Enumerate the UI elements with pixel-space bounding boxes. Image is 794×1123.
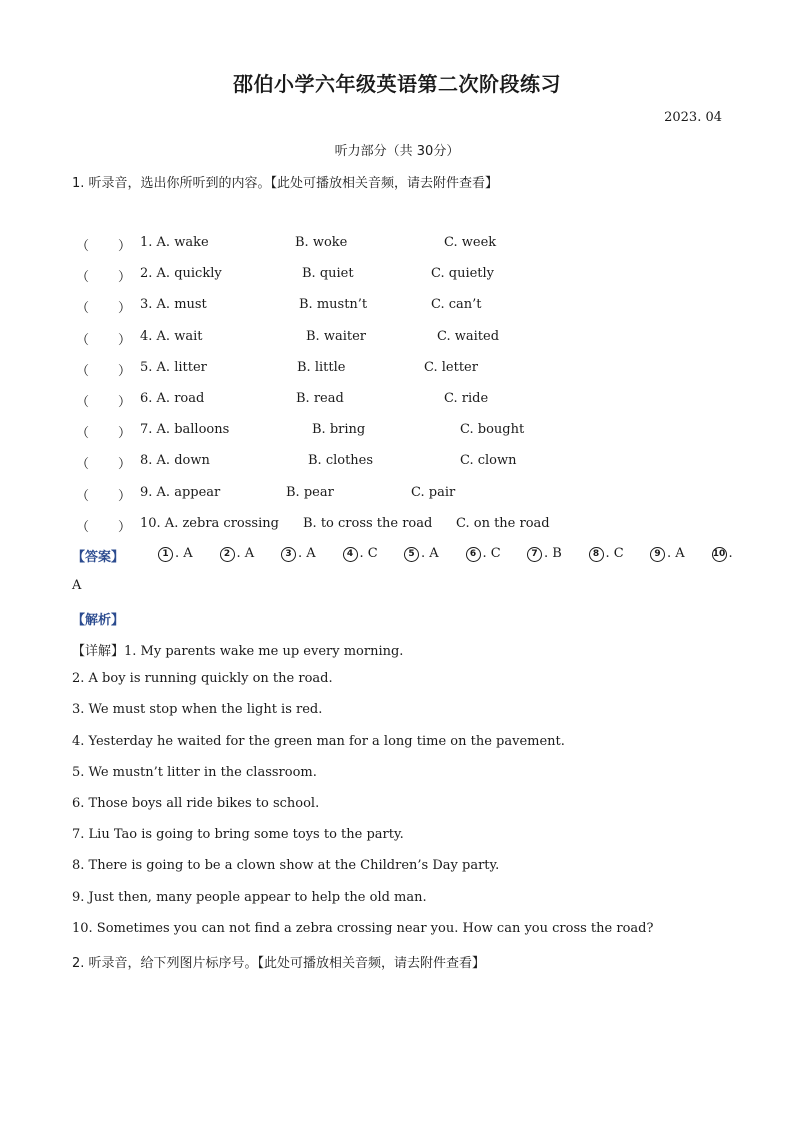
option-a: 3. A. must [140, 297, 207, 313]
circled-number: 10 [712, 547, 727, 562]
paren-close: ） [118, 519, 132, 535]
paren-close: ） [118, 457, 132, 473]
answer-value: . A [667, 546, 685, 561]
detail-tag: 【详解】 [72, 644, 125, 659]
paren-close: ） [118, 395, 132, 410]
option-c: C. ride [444, 391, 489, 406]
option-c: C. pair [411, 484, 456, 500]
option-a: 4. A. wait [140, 328, 203, 344]
analysis-sentence: 9. Just then, many people appear to help the old man. [72, 889, 427, 905]
option-b: B. waiter [306, 328, 366, 344]
option-b: B. to cross the road [303, 515, 433, 531]
answer-value: . [728, 546, 733, 561]
analysis-line [72, 796, 319, 811]
option-c: C. bought [460, 422, 525, 438]
analysis-line [72, 921, 653, 936]
option-c: C. waited [437, 328, 500, 344]
option-a: 2. A. quickly [140, 266, 222, 282]
paren-close: ） [118, 332, 132, 348]
question-1-item [72, 422, 732, 442]
analysis-line [72, 858, 499, 873]
option-b: B. woke [295, 235, 348, 250]
answer-label: 【答案】 [72, 550, 125, 565]
option-a: 1. A. wake [140, 235, 209, 250]
analysis-sentence: 8. There is going to be a clown show at the Children’s Day party. [72, 858, 500, 874]
analysis-line [72, 765, 317, 780]
analysis-label: 【解析】 [72, 613, 125, 628]
question-1-item [72, 266, 732, 286]
section-title: 听力部分（共 30分） [334, 144, 460, 159]
question-2-prompt: 2. 听录音，给下列图片标序号。【此处可播放相关音频，请去附件查看】 [72, 956, 486, 971]
circled-number: 4 [343, 547, 358, 562]
analysis-sentence: 7. Liu Tao is going to bring some toys to the party. [72, 827, 404, 843]
option-a: 7. A. balloons [140, 422, 230, 438]
answer-item [281, 546, 316, 562]
circled-number: 1 [158, 547, 173, 562]
option-c: C. letter [424, 359, 478, 375]
circled-number: 5 [404, 547, 419, 562]
option-b: B. bring [312, 422, 366, 438]
answer-item [343, 546, 378, 562]
answer-value: . A [236, 546, 255, 561]
paren-open: （ [76, 363, 90, 379]
option-c: C. clown [460, 453, 517, 469]
paren-open: （ [76, 457, 90, 473]
paren-close: ） [118, 270, 132, 286]
option-b: B. clothes [308, 453, 374, 469]
option-b: B. mustn’t [299, 297, 368, 313]
page-title: 邵伯小学六年级英语第二次阶段练习 [233, 72, 561, 96]
option-a: 9. A. appear [140, 484, 221, 500]
option-c: C. on the road [456, 515, 550, 531]
option-c: C. quietly [431, 266, 495, 282]
circled-number: 7 [527, 547, 542, 562]
analysis-line [72, 734, 565, 749]
analysis-sentence: 2. A boy is running quickly on the road. [72, 671, 333, 687]
paren-open: （ [76, 239, 90, 254]
analysis-line [72, 890, 427, 905]
question-1-prompt: 1. 听录音，选出你所听到的内容。【此处可播放相关音频，请去附件查看】 [72, 176, 499, 191]
analysis-sentence: 1. My parents wake me up every morning. [124, 644, 404, 659]
option-a: 8. A. down [140, 453, 210, 469]
option-c: C. can’t [431, 297, 482, 313]
question-1-item [72, 360, 732, 380]
answer-item [220, 546, 255, 562]
analysis-line [72, 640, 403, 659]
paren-close: ） [118, 488, 132, 504]
circled-number: 3 [281, 547, 296, 562]
answer-value: . B [544, 546, 562, 561]
option-b: B. quiet [302, 266, 354, 282]
option-a: 6. A. road [140, 391, 205, 406]
paren-close: ） [118, 301, 132, 317]
analysis-line [72, 702, 322, 717]
analysis-line [72, 827, 404, 842]
paren-open: （ [76, 426, 90, 442]
question-1-item [72, 329, 732, 349]
circled-number: 8 [589, 547, 604, 562]
answer-item [466, 546, 501, 562]
circled-number: 9 [650, 547, 665, 562]
question-1-item [72, 516, 732, 536]
analysis-line [72, 671, 333, 686]
answer-value: . A [421, 546, 439, 561]
answer-item [589, 546, 624, 562]
paren-close: ） [118, 426, 132, 442]
analysis-sentence: 4. Yesterday he waited for the green man for a long time on the pavement. [72, 733, 565, 749]
answer-value: . C [605, 546, 624, 561]
paren-open: （ [76, 488, 90, 504]
option-b: B. little [297, 359, 346, 375]
analysis-sentence: 3. We must stop when the light is red. [72, 702, 323, 718]
paren-open: （ [76, 395, 90, 410]
option-b: B. read [296, 391, 344, 406]
analysis-sentence: 5. We mustn’t litter in the classroom. [72, 764, 317, 780]
answer-row [72, 546, 732, 566]
circled-number: 2 [220, 547, 235, 562]
question-1-item [72, 453, 732, 473]
option-c: C. week [444, 235, 497, 250]
question-1-item [72, 391, 732, 411]
paren-close: ） [118, 239, 132, 254]
answer-value: . C [359, 546, 378, 561]
answer-item [158, 546, 193, 562]
analysis-sentence: 10. Sometimes you can not find a zebra crossing near you. How can you cross the road? [72, 920, 654, 936]
answer-item [404, 546, 439, 562]
answer-item [527, 546, 562, 562]
option-b: B. pear [286, 484, 334, 500]
option-a: 10. A. zebra crossing [140, 515, 279, 531]
answer-wrap-text: A [72, 578, 82, 593]
paren-open: （ [76, 301, 90, 317]
answer-value: . C [482, 546, 501, 561]
paren-close: ） [118, 363, 132, 379]
question-1-item [72, 235, 732, 255]
paren-open: （ [76, 270, 90, 286]
answer-value: . A [175, 546, 193, 561]
analysis-sentence: 6. Those boys all ride bikes to school. [72, 796, 320, 811]
circled-number: 6 [466, 547, 481, 562]
date-label: 2023. 04 [664, 110, 722, 125]
question-1-item [72, 297, 732, 317]
paren-open: （ [76, 332, 90, 348]
paren-open: （ [76, 519, 90, 535]
answer-item [650, 546, 685, 562]
answer-value: . A [298, 546, 316, 561]
question-1-item [72, 485, 732, 505]
answer-item [712, 546, 733, 562]
option-a: 5. A. litter [140, 359, 207, 375]
